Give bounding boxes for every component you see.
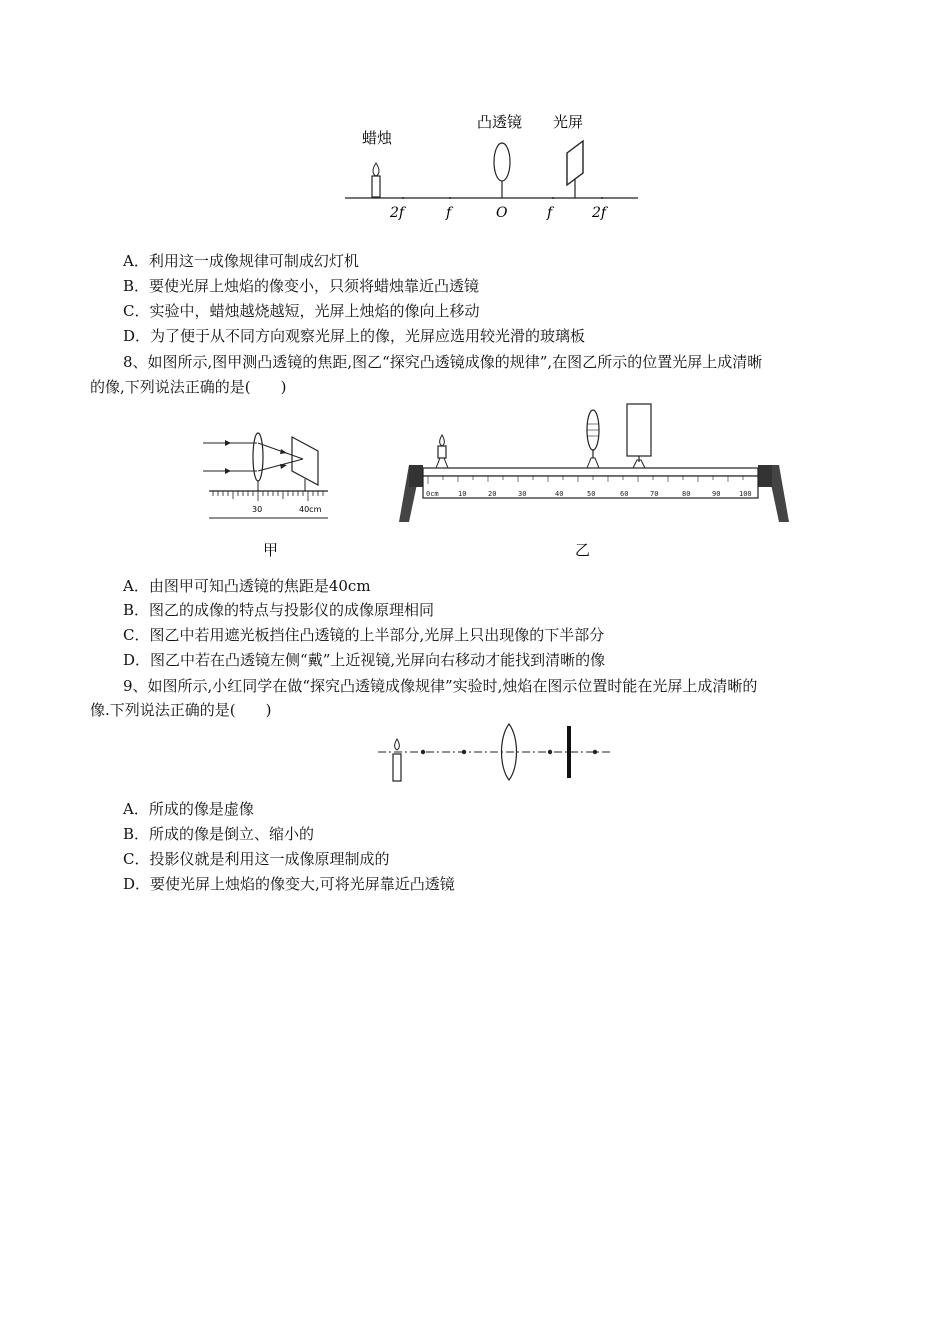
figure-q8-jia [195,425,335,560]
screen-icon [292,437,318,491]
tick-origin: O [496,205,508,221]
screen-bar [567,726,571,778]
q9-option-c[interactable]: C．投影仪就是利用这一成像原理制成的 [123,850,390,868]
q8-option-d[interactable]: D．图乙中若在凸透镜左侧“戴”上近视镜,光屏向右移动才能找到清晰的像 [123,651,606,669]
lens-label: 凸透镜 [477,113,523,131]
screen-label: 光屏 [553,113,584,131]
candle-icon [372,163,380,197]
q7-option-d[interactable]: D．为了便于从不同方向观察光屏上的像，光屏应选用较光滑的玻璃板 [123,327,586,345]
q9-option-b[interactable]: B．所成的像是倒立、缩小的 [123,825,315,843]
screen-icon [627,404,651,468]
yi-scale-70: 70 [650,490,659,498]
yi-scale-60: 60 [620,490,629,498]
convex-lens-icon [494,143,510,198]
yi-scale-40: 40 [555,490,564,498]
q9-stem-line2: 像.下列说法正确的是( ) [90,701,272,719]
q8-option-b[interactable]: B．图乙的成像的特点与投影仪的成像原理相同 [123,601,435,619]
jia-tick-30: 30 [252,505,263,514]
convex-lens-icon [587,410,599,468]
yi-scale-90: 90 [712,490,721,498]
yi-scale-0: 0cm [426,490,439,498]
q7-option-b[interactable]: B．要使光屏上烛焰的像变小，只须将蜡烛靠近凸透镜 [123,277,480,295]
jia-caption: 甲 [263,541,279,559]
figure-q8-yi [395,400,795,560]
tick-2f-right: 2f [592,205,607,221]
figure-q7-optical-bench [340,105,650,230]
candle-label: 蜡烛 [362,129,393,147]
figure-q9-optical-axis [375,722,615,787]
yi-scale-50: 50 [587,490,596,498]
yi-scale-20: 20 [488,490,497,498]
q9-stem-line1: 9、如图所示,小红同学在做“探究凸透镜成像规律”实验时,烛焰在图示位置时能在光屏上成清晰的 [123,677,758,695]
q7-option-a[interactable]: A．利用这一成像规律可制成幻灯机 [123,252,359,270]
jia-tick-40: 40cm [299,505,322,514]
q8-stem-line2: 的像,下列说法正确的是( ) [90,378,287,396]
tick-f-right: f [547,205,553,221]
yi-scale-30: 30 [518,490,527,498]
q8-stem-line1: 8、如图所示,图甲测凸透镜的焦距,图乙“探究凸透镜成像的规律”,在图乙所示的位置光屏上成清晰 [123,353,763,371]
q9-option-d[interactable]: D．要使光屏上烛焰的像变大,可将光屏靠近凸透镜 [123,875,455,893]
tick-f-left: f [446,205,452,221]
convex-lens-icon [253,433,263,491]
candle-icon [393,739,401,781]
yi-caption: 乙 [575,541,591,559]
q7-option-c[interactable]: C．实验中，蜡烛越烧越短，光屏上烛焰的像向上移动 [123,302,480,320]
q8-option-c[interactable]: C．图乙中若用遮光板挡住凸透镜的上半部分,光屏上只出现像的下半部分 [123,626,605,644]
q9-option-a[interactable]: A．所成的像是虚像 [123,800,254,818]
q8-option-a[interactable]: A．由图甲可知凸透镜的焦距是40cm [123,577,371,595]
yi-scale-80: 80 [682,490,691,498]
yi-scale-10: 10 [458,490,467,498]
candle-icon [436,435,448,468]
tick-2f-left: 2f [390,205,405,221]
screen-icon [567,141,583,198]
yi-scale-100: 100 [739,490,752,498]
